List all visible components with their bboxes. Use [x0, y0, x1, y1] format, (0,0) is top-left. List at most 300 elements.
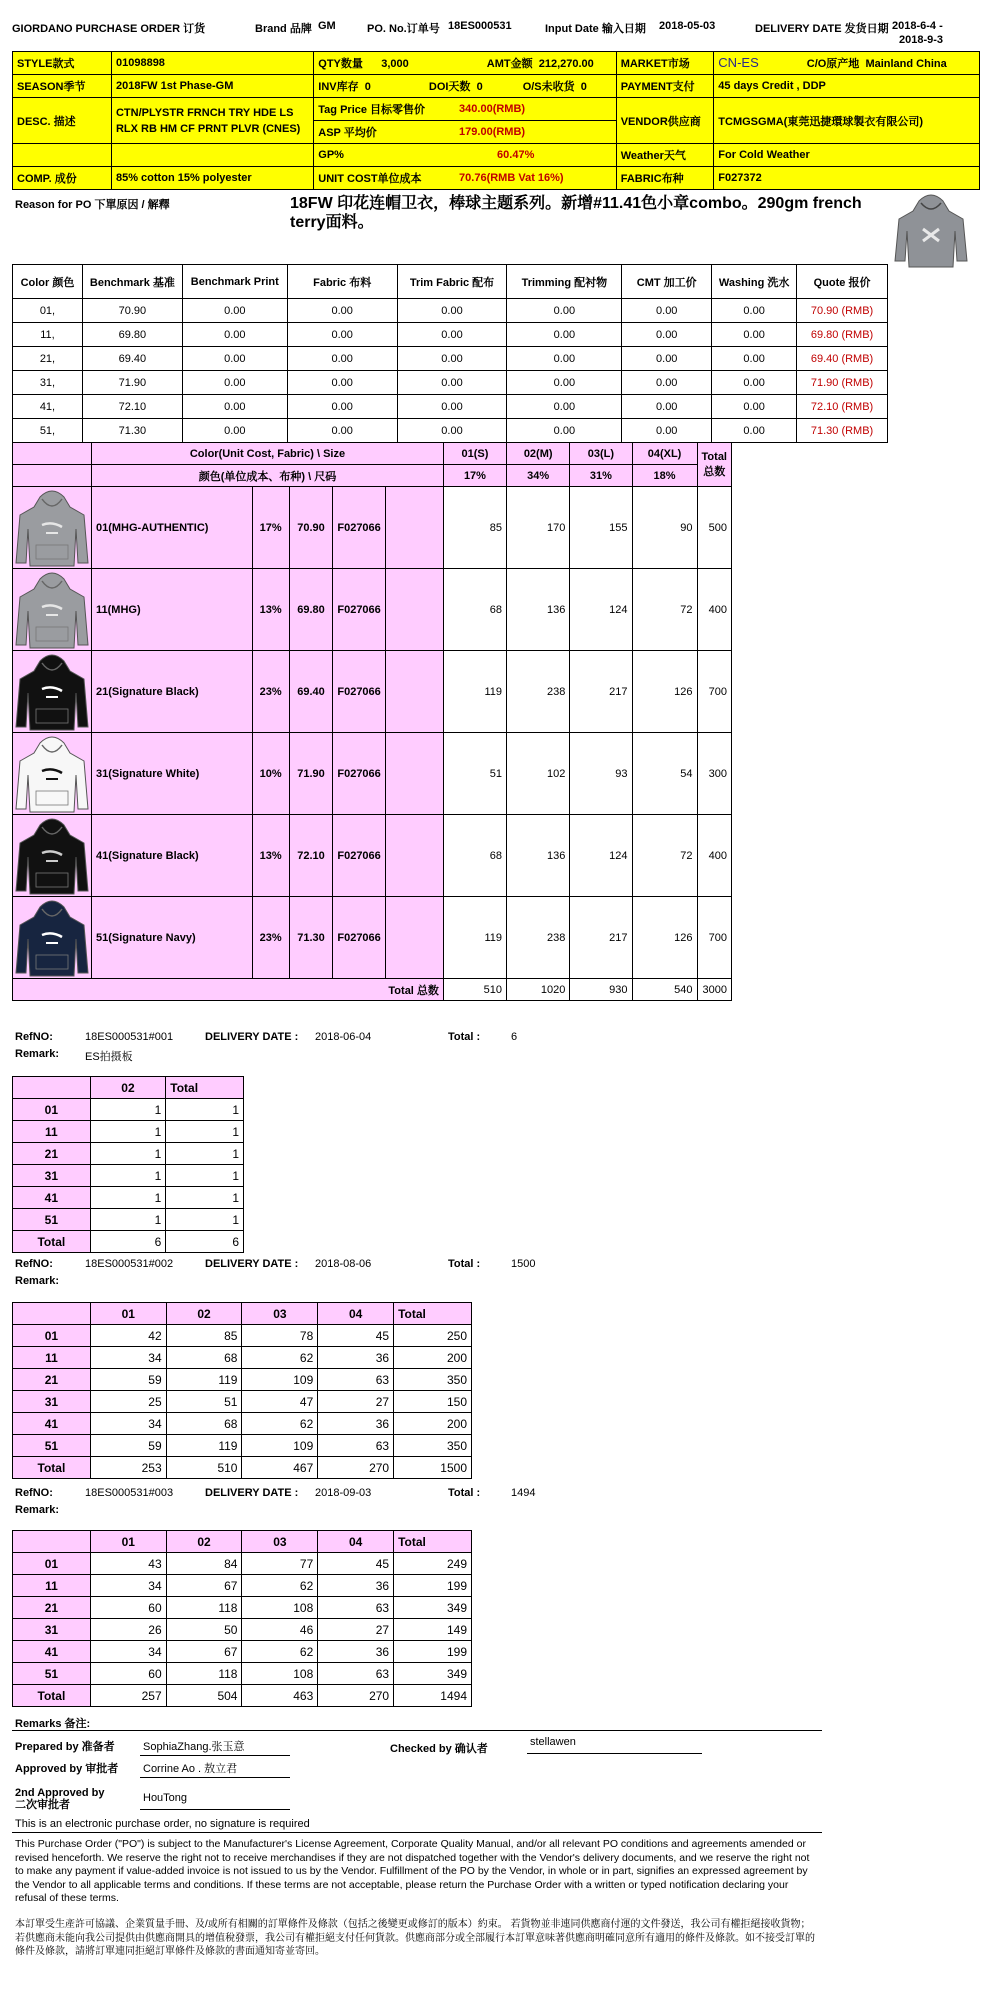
- qty-cell: 93: [570, 733, 632, 815]
- bench-cell: 0.00: [622, 347, 712, 371]
- hoodie-icon: [14, 817, 90, 895]
- ref-label: RefNO:: [15, 1031, 53, 1043]
- total-value: 6: [511, 1031, 518, 1043]
- bench-header: Benchmark 基准: [82, 265, 182, 299]
- bench-color-cell: 51,: [13, 419, 83, 443]
- fabric-code: F027066: [333, 733, 385, 815]
- bench-cell: 0.00: [622, 371, 712, 395]
- bench-cell: 0.00: [287, 371, 397, 395]
- fabric-label: FABRIC布种: [616, 167, 714, 190]
- bench-cell: 0.00: [622, 323, 712, 347]
- table-row: [13, 1663, 472, 1685]
- total-label: Total :: [448, 1258, 481, 1270]
- size-header: 03: [242, 1303, 318, 1325]
- hoodie-icon: [14, 489, 90, 567]
- checked-value: stellawen: [527, 1736, 702, 1754]
- column-total: 1020: [507, 979, 570, 1001]
- qty-cell: 67: [166, 1575, 242, 1597]
- doi-label: DOI天数: [428, 81, 471, 93]
- unit-cost-value: 70.76(RMB Vat 16%): [429, 167, 616, 190]
- bench-cell: 0.00: [622, 419, 712, 443]
- bench-color-cell: 31,: [13, 371, 83, 395]
- hoodie-image: [13, 733, 92, 815]
- bench-cell: 0.00: [397, 419, 507, 443]
- color-code: 31: [13, 1391, 91, 1413]
- qty-cell: 59: [90, 1435, 166, 1457]
- payment-label: PAYMENT支付: [616, 75, 714, 98]
- qty-cell: 85: [443, 487, 506, 569]
- qty-cell: 155: [570, 487, 632, 569]
- qty-cell: 6: [166, 1231, 244, 1253]
- spacer-cell: [385, 651, 443, 733]
- qty-cell: 199: [394, 1641, 472, 1663]
- bench-cell: 0.00: [622, 395, 712, 419]
- qty-cell: 36: [318, 1641, 394, 1663]
- remark-label: Remark:: [15, 1504, 60, 1516]
- co-value: Mainland China: [865, 58, 947, 70]
- bench-cell: 0.00: [397, 395, 507, 419]
- bench-cell: 0.00: [182, 419, 287, 443]
- qty-cell: 68: [166, 1347, 242, 1369]
- size-header: 04: [318, 1303, 394, 1325]
- table-row: [13, 1641, 472, 1663]
- size-header: 04: [318, 1531, 394, 1553]
- delivery-label: DELIVERY DATE :: [205, 1258, 299, 1270]
- qty-cell: 43: [90, 1553, 166, 1575]
- main-total-row: [13, 979, 732, 1001]
- company-title: GIORDANO PURCHASE ORDER 订货: [12, 23, 206, 35]
- hoodie-thumbnail-icon: [893, 186, 969, 274]
- qty-cell: 467: [242, 1457, 318, 1479]
- bench-quote-cell: 69.80 (RMB): [797, 323, 888, 347]
- size-header: 04(XL): [632, 443, 697, 465]
- bench-cell: 0.00: [287, 347, 397, 371]
- table-row: [13, 1165, 244, 1187]
- qty-cell: 270: [318, 1457, 394, 1479]
- hoodie-image: [13, 897, 92, 979]
- size-header: 02(M): [507, 443, 570, 465]
- fabric-value: F027372: [714, 167, 980, 190]
- qty-cell: 199: [394, 1575, 472, 1597]
- electronic-note: This is an electronic purchase order, no signature is required: [15, 1818, 310, 1830]
- bench-cell: 0.00: [397, 347, 507, 371]
- bench-cell: 0.00: [287, 395, 397, 419]
- row-total: 400: [697, 815, 731, 897]
- input-date-label: Input Date 输入日期: [545, 23, 646, 35]
- size-header: 01: [90, 1531, 166, 1553]
- bench-cell: 0.00: [182, 323, 287, 347]
- os-label: O/S未收货: [522, 81, 575, 93]
- size-header: 03(L): [570, 443, 632, 465]
- qty-cell: 84: [166, 1553, 242, 1575]
- table-header-row: [13, 1077, 244, 1099]
- qty-cell: 109: [242, 1369, 318, 1391]
- benchmark-table: [12, 264, 888, 443]
- bench-header: Color 颜色: [13, 265, 83, 299]
- qty-cell: 34: [90, 1413, 166, 1435]
- bench-cell: 69.80: [82, 323, 182, 347]
- table-row: [13, 1325, 472, 1347]
- qty-cell: 85: [166, 1325, 242, 1347]
- po-header: [12, 20, 982, 50]
- color-code: 01: [13, 1099, 91, 1121]
- bench-cell: 0.00: [507, 323, 622, 347]
- market-co-cell: [714, 52, 980, 75]
- qty-cell: 45: [318, 1325, 394, 1347]
- po-value: 18ES000531: [448, 20, 512, 32]
- hoodie-icon: [14, 653, 90, 731]
- desc-value: CTN/PLYSTR FRNCH TRY HDE LS RLX RB HM CF PRNT PLVR (CNES): [111, 98, 313, 144]
- qty-cell: 68: [443, 815, 506, 897]
- bench-cell: 0.00: [712, 395, 797, 419]
- color-pct: 17%: [252, 487, 289, 569]
- column-total: 930: [570, 979, 632, 1001]
- table-row: [13, 569, 732, 651]
- qty-cell: 62: [242, 1641, 318, 1663]
- qty-cell: 42: [90, 1325, 166, 1347]
- color-pct: 23%: [252, 651, 289, 733]
- qty-cell: 350: [394, 1369, 472, 1391]
- qty-cell: 136: [507, 569, 570, 651]
- ref-label: RefNO:: [15, 1487, 53, 1499]
- divider: [12, 1832, 822, 1833]
- qty-cell: 1: [90, 1099, 166, 1121]
- ref-value: 18ES000531#003: [85, 1487, 174, 1499]
- bench-cell: 70.90: [82, 299, 182, 323]
- qty-cell: 504: [166, 1685, 242, 1707]
- remarks-label: Remarks 备注:: [15, 1718, 91, 1730]
- table-row: [13, 1187, 244, 1209]
- gp-value: 60.47%: [429, 144, 616, 167]
- qty-cell: 68: [166, 1413, 242, 1435]
- qty-cell: 119: [166, 1435, 242, 1457]
- table-row: [13, 395, 888, 419]
- qty-cell: 238: [507, 897, 570, 979]
- total-label: Total :: [448, 1031, 481, 1043]
- color-name: 41(Signature Black): [92, 815, 253, 897]
- remark-label: Remark:: [15, 1048, 60, 1060]
- main-header-subtitle: 颜色(单位成本、布种) \ 尺码: [92, 465, 444, 487]
- bench-color-cell: 11,: [13, 323, 83, 347]
- desc-label: DESC. 描述: [13, 98, 112, 144]
- qty-cell: 1: [90, 1143, 166, 1165]
- approved2-value: HouTong: [140, 1792, 290, 1810]
- bench-header: Benchmark Print: [182, 265, 287, 299]
- table-row: [13, 1143, 244, 1165]
- remark-value: ES拍摄板: [85, 1051, 133, 1063]
- qty-cell: 45: [318, 1553, 394, 1575]
- color-code: 51: [13, 1209, 91, 1231]
- season-value: 2018FW 1st Phase-GM: [111, 75, 313, 98]
- asp-value: 179.00(RMB): [429, 121, 616, 144]
- bench-cell: 0.00: [287, 299, 397, 323]
- brand-label: Brand 品牌: [255, 23, 312, 35]
- asp-label: ASP 平均价: [314, 121, 429, 144]
- qty-cell: 1: [166, 1121, 244, 1143]
- bench-cell: 0.00: [287, 323, 397, 347]
- color-name: 51(Signature Navy): [92, 897, 253, 979]
- qty-cell: 118: [166, 1663, 242, 1685]
- qty-cell: 510: [166, 1457, 242, 1479]
- table-row: [13, 651, 732, 733]
- qty-cell: 249: [394, 1553, 472, 1575]
- size-header: 03: [242, 1531, 318, 1553]
- total-label: Total 总数: [13, 979, 444, 1001]
- qty-cell: 1: [166, 1099, 244, 1121]
- qty-cell: 34: [90, 1641, 166, 1663]
- weather-value: For Cold Weather: [714, 144, 980, 167]
- size-header: 01: [90, 1303, 166, 1325]
- bench-color-cell: 21,: [13, 347, 83, 371]
- qty-cell: 150: [394, 1391, 472, 1413]
- reason-label: Reason for PO 下單原因 / 解釋: [15, 199, 170, 211]
- qty-cell: 217: [570, 651, 632, 733]
- comp-value: 85% cotton 15% polyester: [111, 167, 313, 190]
- spacer-cell: [385, 897, 443, 979]
- size-pct-header: 34%: [507, 465, 570, 487]
- spacer-cell: [385, 487, 443, 569]
- spacer-cell: [385, 569, 443, 651]
- qty-cell: 78: [242, 1325, 318, 1347]
- approved2-label-en: 2nd Approved by: [15, 1787, 105, 1799]
- row-total: 300: [697, 733, 731, 815]
- table-row: [13, 1413, 472, 1435]
- qty-cell: 1: [166, 1209, 244, 1231]
- style-label: STYLE款式: [13, 52, 112, 75]
- table-row: [13, 1575, 472, 1597]
- bench-cell: 72.10: [82, 395, 182, 419]
- bench-header: Fabric 布料: [287, 265, 397, 299]
- total-label: Total :: [448, 1487, 481, 1499]
- table-row: [13, 733, 732, 815]
- column-total: 510: [443, 979, 506, 1001]
- main-header-blank: [13, 465, 92, 487]
- qty-cell: 34: [90, 1347, 166, 1369]
- qty-cell: 109: [242, 1435, 318, 1457]
- color-code: 41: [13, 1187, 91, 1209]
- hoodie-image: [13, 651, 92, 733]
- qty-cell: 6: [90, 1231, 166, 1253]
- bench-cell: 0.00: [507, 299, 622, 323]
- bench-cell: 0.00: [507, 395, 622, 419]
- qty-cell: 270: [318, 1685, 394, 1707]
- table-row: [13, 323, 888, 347]
- info-grid: [12, 51, 980, 190]
- color-code: 11: [13, 1347, 91, 1369]
- table-row: [13, 1391, 472, 1413]
- fabric-code: F027066: [333, 569, 385, 651]
- row-total: 400: [697, 569, 731, 651]
- main-header-row-1: [13, 443, 732, 465]
- ref-label: RefNO:: [15, 1258, 53, 1270]
- inv-value: 0: [364, 81, 371, 93]
- qty-value: 3,000: [381, 58, 409, 70]
- qty-cell: 51: [443, 733, 506, 815]
- qty-cell: 124: [570, 815, 632, 897]
- qty-cell: 257: [90, 1685, 166, 1707]
- qty-cell: 238: [507, 651, 570, 733]
- unit-cost: 69.80: [289, 569, 333, 651]
- color-code: Total: [13, 1231, 91, 1253]
- approved2-label-cn: 二次审批者: [15, 1799, 70, 1811]
- color-code: 51: [13, 1663, 91, 1685]
- qty-cell: 54: [632, 733, 697, 815]
- table-row: [13, 1347, 472, 1369]
- qty-cell: 463: [242, 1685, 318, 1707]
- approved2-label: [15, 1787, 104, 1811]
- unit-cost: 71.90: [289, 733, 333, 815]
- table-row: [13, 1099, 244, 1121]
- bench-cell: 0.00: [397, 323, 507, 347]
- qty-cell: 36: [318, 1575, 394, 1597]
- qty-cell: 90: [632, 487, 697, 569]
- bench-cell: 0.00: [182, 371, 287, 395]
- qty-cell: 62: [242, 1347, 318, 1369]
- qty-cell: 149: [394, 1619, 472, 1641]
- qty-cell: 1: [90, 1209, 166, 1231]
- total-header: Total 总数: [697, 443, 731, 487]
- qty-cell: 1: [90, 1187, 166, 1209]
- color-code: Total: [13, 1457, 91, 1479]
- release-2-table: [12, 1302, 472, 1479]
- qty-cell: 200: [394, 1347, 472, 1369]
- approved-value: Corrine Ao . 敖立君: [140, 1760, 290, 1778]
- bench-header: Washing 洗水: [712, 265, 797, 299]
- qty-cell: 126: [632, 897, 697, 979]
- qty-cell: 72: [632, 815, 697, 897]
- size-header: 01(S): [443, 443, 506, 465]
- brand-value: GM: [318, 20, 336, 32]
- table-row: [13, 815, 732, 897]
- color-code: 21: [13, 1369, 91, 1391]
- bench-cell: 0.00: [507, 347, 622, 371]
- bench-color-cell: 01,: [13, 299, 83, 323]
- color-name: 11(MHG): [92, 569, 253, 651]
- table-row: [13, 1597, 472, 1619]
- qty-cell: 119: [443, 897, 506, 979]
- qty-cell: 27: [318, 1619, 394, 1641]
- bench-cell: 0.00: [712, 299, 797, 323]
- color-code: 41: [13, 1641, 91, 1663]
- qty-cell: 36: [318, 1413, 394, 1435]
- market-value: CN-ES: [718, 55, 759, 70]
- market-label: MARKET市场: [616, 52, 714, 75]
- bench-color-cell: 41,: [13, 395, 83, 419]
- table-row: [13, 1209, 244, 1231]
- qty-cell: 63: [318, 1663, 394, 1685]
- qty-cell: 119: [443, 651, 506, 733]
- size-breakdown-table: [12, 442, 732, 1001]
- release-1-table: [12, 1076, 244, 1253]
- unit-cost: 69.40: [289, 651, 333, 733]
- qty-label: QTY数量: [318, 58, 363, 70]
- bench-quote-cell: 72.10 (RMB): [797, 395, 888, 419]
- table-row: [13, 897, 732, 979]
- doi-value: 0: [476, 81, 483, 93]
- empty-cell: [13, 144, 112, 167]
- approved-label: Approved by 审批者: [15, 1763, 119, 1775]
- bench-header: Trim Fabric 配布: [397, 265, 507, 299]
- color-name: 31(Signature White): [92, 733, 253, 815]
- color-code: 31: [13, 1165, 91, 1187]
- color-code: 11: [13, 1575, 91, 1597]
- gp-label: GP%: [314, 144, 429, 167]
- table-row: [13, 1619, 472, 1641]
- bench-cell: 69.40: [82, 347, 182, 371]
- delivery-date-label: DELIVERY DATE 发货日期: [755, 23, 889, 35]
- hoodie-image: [13, 487, 92, 569]
- blank-header: [13, 1531, 91, 1553]
- total-value: 1494: [511, 1487, 536, 1499]
- blank-header: [13, 1303, 91, 1325]
- total-header: Total: [394, 1303, 472, 1325]
- qty-cell: 1494: [394, 1685, 472, 1707]
- bench-cell: 0.00: [182, 347, 287, 371]
- delivery-label: DELIVERY DATE :: [205, 1031, 299, 1043]
- table-row: [13, 1369, 472, 1391]
- remark-label: Remark:: [15, 1275, 60, 1287]
- fabric-code: F027066: [333, 897, 385, 979]
- bench-cell: 0.00: [712, 371, 797, 395]
- bench-cell: 0.00: [397, 299, 507, 323]
- size-pct-header: 18%: [632, 465, 697, 487]
- table-row: [13, 419, 888, 443]
- ref-value: 18ES000531#001: [85, 1031, 174, 1043]
- table-row: [13, 1457, 472, 1479]
- qty-cell: 253: [90, 1457, 166, 1479]
- color-code: 51: [13, 1435, 91, 1457]
- reason-text: 18FW 印花连帽卫衣，棒球主题系列。新增#11.41色小章combo。290gm french terry面料。: [290, 195, 862, 231]
- vendor-label: VENDOR供应商: [616, 98, 714, 144]
- input-date-value: 2018-05-03: [659, 20, 716, 32]
- unit-cost-label: UNIT COST单位成本: [314, 167, 429, 190]
- qty-cell: 62: [242, 1575, 318, 1597]
- bench-cell: 0.00: [507, 371, 622, 395]
- main-header-row-2: [13, 465, 732, 487]
- qty-cell: 46: [242, 1619, 318, 1641]
- fabric-code: F027066: [333, 487, 385, 569]
- hoodie-image: [13, 815, 92, 897]
- bench-cell: 0.00: [182, 395, 287, 419]
- color-name: 01(MHG-AUTHENTIC): [92, 487, 253, 569]
- qty-cell: 1: [166, 1187, 244, 1209]
- qty-cell: 1: [166, 1165, 244, 1187]
- qty-cell: 63: [318, 1597, 394, 1619]
- release-2-header: [15, 1258, 615, 1288]
- bench-header: Trimming 配衬物: [507, 265, 622, 299]
- bench-cell: 71.90: [82, 371, 182, 395]
- bench-cell: 71.30: [82, 419, 182, 443]
- color-code: 01: [13, 1553, 91, 1575]
- bench-cell: 0.00: [622, 299, 712, 323]
- bench-cell: 0.00: [182, 299, 287, 323]
- color-pct: 10%: [252, 733, 289, 815]
- row-total: 700: [697, 897, 731, 979]
- table-row: [13, 299, 888, 323]
- qty-cell: 50: [166, 1619, 242, 1641]
- size-pct-header: 17%: [443, 465, 506, 487]
- bench-quote-cell: 69.40 (RMB): [797, 347, 888, 371]
- blank-header: [13, 1077, 91, 1099]
- prepared-value: SophiaZhang.张玉意: [140, 1738, 290, 1756]
- unit-cost: 70.90: [289, 487, 333, 569]
- table-row: [13, 1231, 244, 1253]
- qty-cell: 51: [166, 1391, 242, 1413]
- release-1-header: [15, 1031, 615, 1061]
- qty-cell: 108: [242, 1663, 318, 1685]
- tag-value: 340.00(RMB): [429, 98, 616, 121]
- divider: [12, 1730, 822, 1731]
